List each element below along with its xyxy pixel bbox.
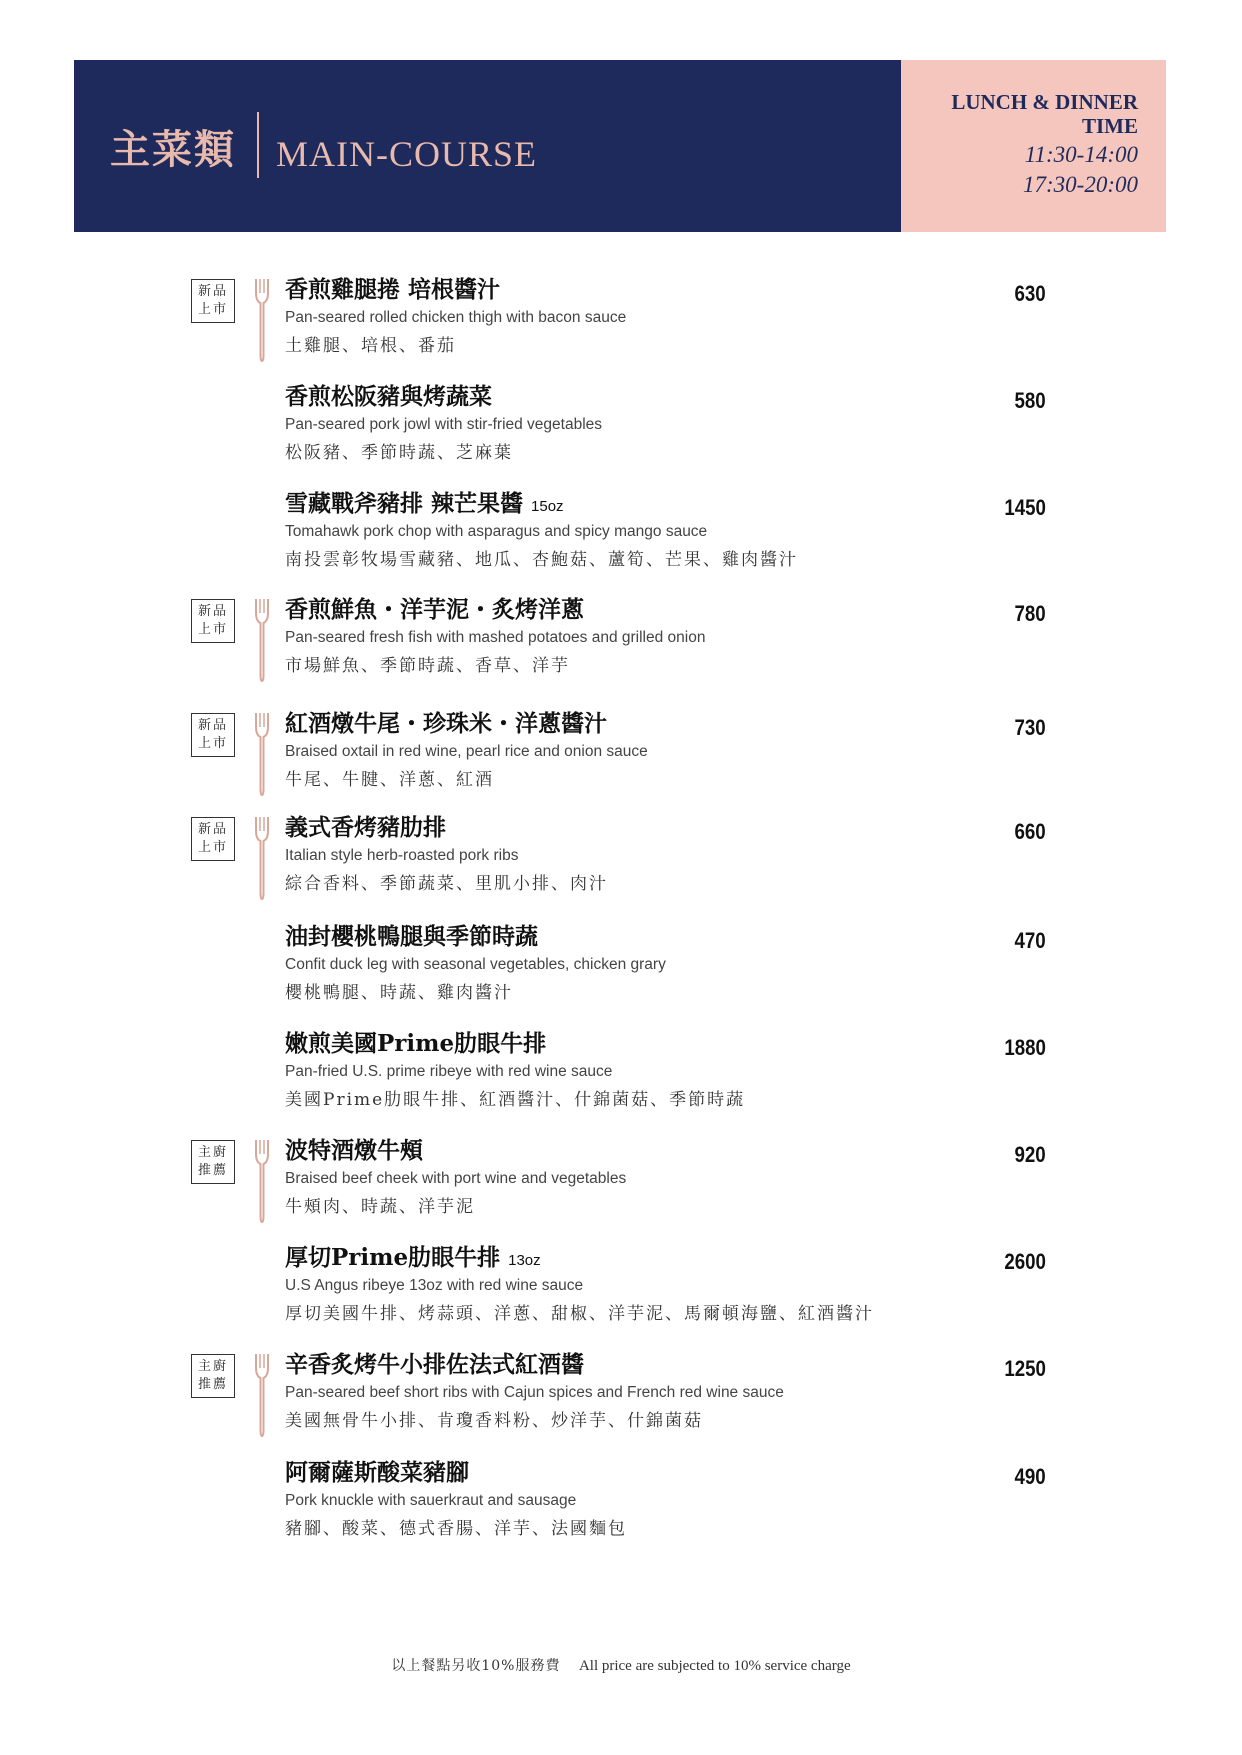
dish-description-en: Pan-seared fresh fish with mashed potatoes and grilled onion: [285, 629, 706, 646]
menu-header: [74, 60, 1166, 232]
dish-name-text: 辛香炙烤牛小排佐法式紅酒醬: [285, 1351, 584, 1378]
dish-description-en: Pan-seared beef short ribs with Cajun spices and French red wine sauce: [285, 1384, 784, 1401]
fork-icon: [254, 1140, 270, 1224]
menu-item: [0, 1243, 1242, 1339]
dish-ingredients: 厚切美國牛排、烤蒜頭、洋蔥、甜椒、洋芋泥、馬爾頓海鹽、紅酒醬汁: [285, 1304, 874, 1324]
dish-price: 580: [1014, 388, 1046, 413]
dish-ingredients: 豬腳、酸菜、德式香腸、洋芋、法國麵包: [285, 1519, 627, 1539]
dish-name: [285, 709, 607, 739]
badge-line: 新品: [197, 284, 228, 299]
dish-ingredients: 土雞腿、培根、番茄: [285, 336, 456, 356]
badge-line: 主廚: [197, 1359, 228, 1374]
dish-name-text: 雪藏戰斧豬排 辣芒果醬: [285, 490, 524, 517]
service-charge-note: [0, 1655, 1242, 1675]
hours-panel: [901, 60, 1166, 232]
badge-line: 上市: [197, 840, 228, 855]
dish-name-text: 香煎松阪豬與烤蔬菜: [285, 383, 492, 410]
menu-item: [0, 489, 1242, 585]
menu-item: [0, 1458, 1242, 1554]
dish-name-text: 厚切Prime肋眼牛排: [285, 1244, 501, 1271]
header-title-panel: [74, 60, 901, 232]
dish-name: [285, 275, 500, 305]
dish-name-text: 義式香烤豬肋排: [285, 814, 446, 841]
dish-price: 470: [1014, 928, 1046, 953]
dish-name: [285, 1136, 423, 1166]
fork-icon: [254, 1354, 270, 1438]
menu-item: [0, 922, 1242, 1018]
dish-name: [285, 489, 564, 522]
dish-price: 490: [1014, 1464, 1046, 1489]
section-title-zh: 主菜類: [110, 126, 236, 173]
dish-name-text: 香煎鮮魚・洋芋泥・炙烤洋蔥: [285, 596, 584, 623]
dish-price: 630: [1014, 281, 1046, 306]
dish-name-text: 紅酒燉牛尾・珍珠米・洋蔥醬汁: [285, 710, 607, 737]
dish-name: [285, 922, 538, 952]
dish-description-en: Tomahawk pork chop with asparagus and spicy mango sauce: [285, 523, 708, 540]
menu-item: [0, 813, 1242, 909]
dish-description-en: Italian style herb-roasted pork ribs: [285, 847, 519, 864]
dish-price: 1880: [1004, 1035, 1046, 1060]
menu-item: [0, 1350, 1242, 1446]
badge-line: 推薦: [197, 1377, 228, 1392]
badge: [191, 599, 235, 643]
dish-description-en: Braised beef cheek with port wine and vegetables: [285, 1170, 627, 1187]
fork-icon: [254, 817, 270, 901]
dish-name-text: 嫩煎美國Prime肋眼牛排: [285, 1030, 547, 1057]
menu-item: [0, 1136, 1242, 1232]
dish-name-text: 油封櫻桃鴨腿與季節時蔬: [285, 923, 538, 950]
dish-name-text: 阿爾薩斯酸菜豬腳: [285, 1459, 469, 1486]
badge-line: 主廚: [197, 1145, 228, 1160]
fork-icon: [254, 599, 270, 683]
dish-size: 15oz: [531, 498, 564, 515]
menu-item: [0, 382, 1242, 478]
dish-price: 780: [1014, 601, 1046, 626]
dish-description-en: Pork knuckle with sauerkraut and sausage: [285, 1492, 577, 1509]
dish-ingredients: 牛尾、牛腱、洋蔥、紅酒: [285, 770, 494, 790]
badge: [191, 279, 235, 323]
fork-icon: [254, 279, 270, 363]
section-title-en: MAIN-COURSE: [276, 134, 538, 174]
dish-ingredients: 美國無骨牛小排、肯瓊香料粉、炒洋芋、什錦菌菇: [285, 1411, 703, 1431]
dish-description-en: Pan-seared pork jowl with stir-fried vegetables: [285, 416, 603, 433]
dish-name: [285, 1350, 584, 1380]
dish-ingredients: 櫻桃鴨腿、時蔬、雞肉醬汁: [285, 983, 513, 1003]
dish-description-en: Braised oxtail in red wine, pearl rice and onion sauce: [285, 743, 648, 760]
dish-price: 1450: [1004, 495, 1046, 520]
dish-description-en: Pan-fried U.S. prime ribeye with red wine sauce: [285, 1063, 613, 1080]
dish-price: 660: [1014, 819, 1046, 844]
dish-ingredients: 松阪豬、季節時蔬、芝麻葉: [285, 443, 513, 463]
dish-ingredients: 市場鮮魚、季節時蔬、香草、洋芋: [285, 656, 570, 676]
dish-ingredients: 牛頰肉、時蔬、洋芋泥: [285, 1197, 475, 1217]
dish-name: [285, 382, 492, 412]
service-charge-en: All price are subjected to 10% service charge: [578, 1658, 851, 1674]
badge-line: 新品: [197, 822, 228, 837]
dish-price: 1250: [1004, 1356, 1046, 1381]
dish-description-en: U.S Angus ribeye 13oz with red wine sauce: [285, 1277, 584, 1294]
dish-description-en: Confit duck leg with seasonal vegetables, chicken grary: [285, 956, 666, 973]
fork-icon: [254, 713, 270, 797]
title-divider: [257, 112, 259, 178]
badge-line: 新品: [197, 604, 228, 619]
dish-name: [285, 813, 446, 843]
dish-ingredients: 美國Prime肋眼牛排、紅酒醬汁、什錦菌菇、季節時蔬: [285, 1090, 746, 1110]
dish-ingredients: 綜合香料、季節蔬菜、里肌小排、肉汁: [285, 874, 608, 894]
menu-item: [0, 275, 1242, 371]
dish-price: 2600: [1004, 1249, 1046, 1274]
service-charge-zh: 以上餐點另收10%服務費: [391, 1658, 561, 1674]
badge: [191, 817, 235, 861]
dish-name: [285, 1243, 541, 1276]
badge: [191, 1354, 235, 1398]
dish-ingredients: 南投雲彰牧場雪藏豬、地瓜、杏鮑菇、蘆筍、芒果、雞肉醬汁: [285, 550, 798, 570]
menu-item: [0, 709, 1242, 805]
dish-price: 920: [1014, 1142, 1046, 1167]
menu-item: [0, 1029, 1242, 1125]
dish-name-text: 香煎雞腿捲 培根醬汁: [285, 276, 501, 303]
dish-name: [285, 1029, 546, 1059]
dish-name: [285, 1458, 469, 1488]
dish-name: [285, 595, 584, 625]
dish-description-en: Pan-seared rolled chicken thigh with bacon sauce: [285, 309, 627, 326]
lunch-hours: 11:30-14:00: [1024, 142, 1138, 167]
menu-item: [0, 595, 1242, 691]
badge-line: 上市: [197, 302, 228, 317]
badge-line: 上市: [197, 622, 228, 637]
badge: [191, 713, 235, 757]
dish-price: 730: [1014, 715, 1046, 740]
badge-line: 新品: [197, 718, 228, 733]
dinner-hours: 17:30-20:00: [1023, 172, 1138, 197]
badge-line: 推薦: [197, 1163, 228, 1178]
badge: [191, 1140, 235, 1184]
hours-title: LUNCH & DINNER TIME: [951, 90, 1138, 138]
dish-size: 13oz: [508, 1252, 541, 1269]
dish-name-text: 波特酒燉牛頰: [285, 1137, 423, 1164]
badge-line: 上市: [197, 736, 228, 751]
